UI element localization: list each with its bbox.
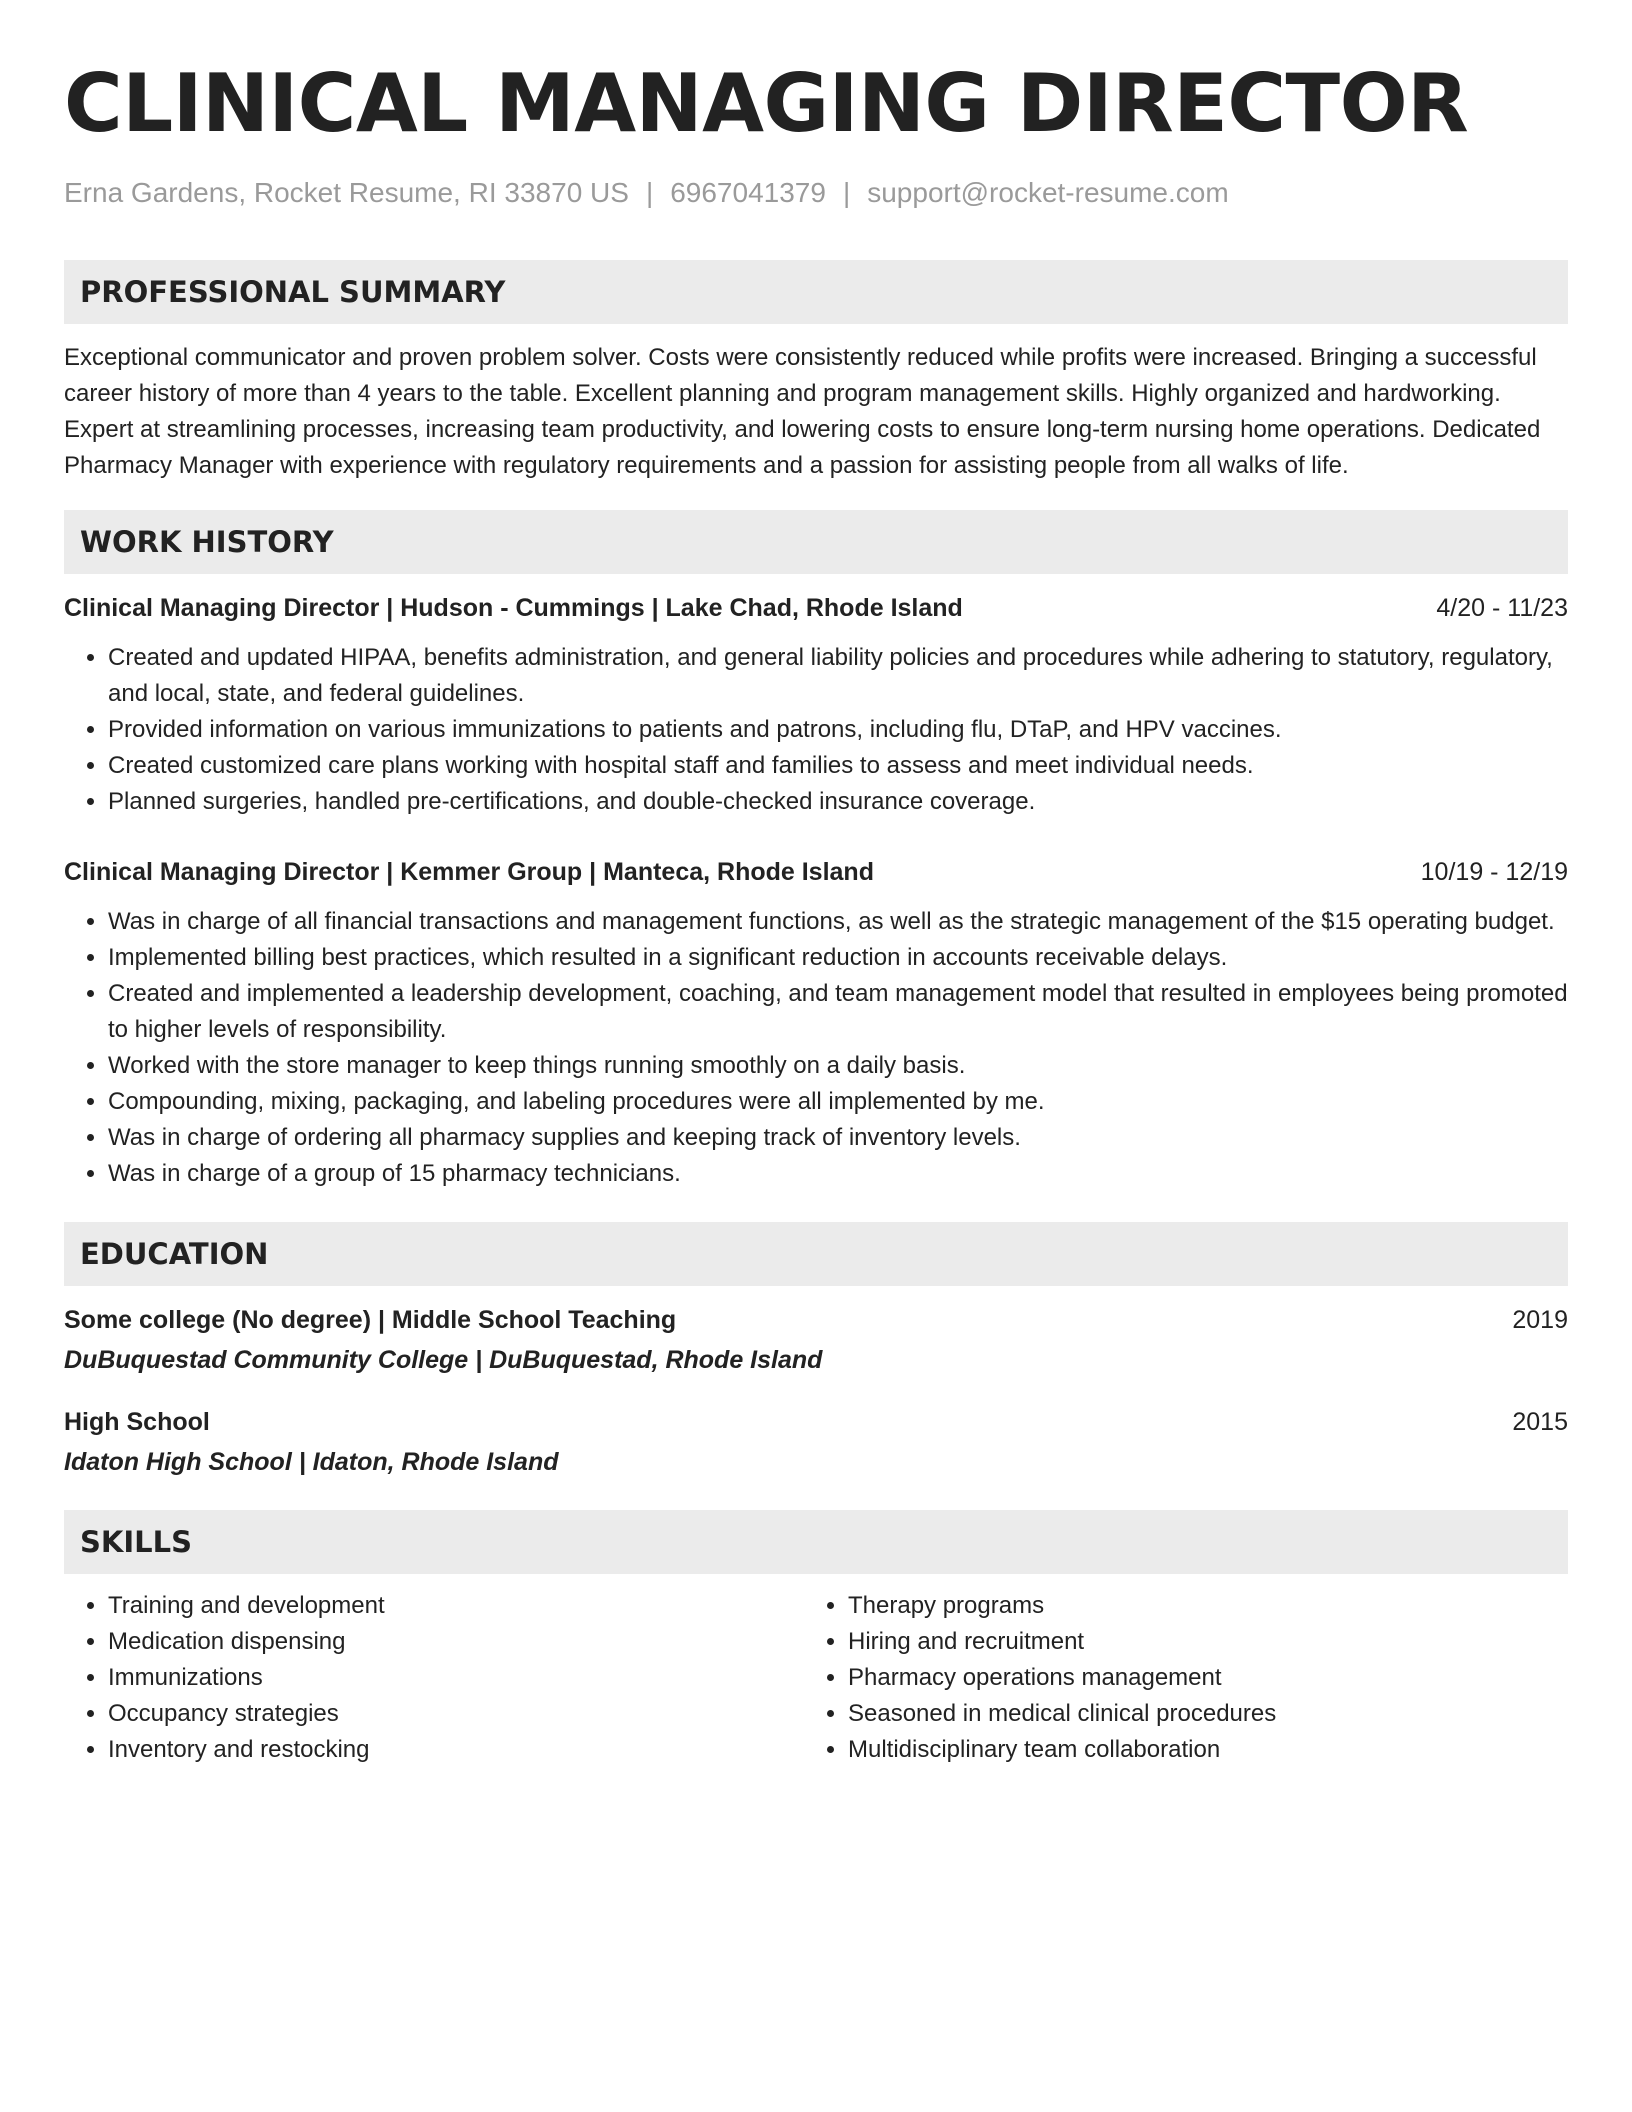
- skill-item: • Training and development: [108, 1588, 804, 1624]
- contact-separator: |: [645, 177, 654, 208]
- job-bullet: • Was in charge of all financial transactions and management functions, as well as the strategic management of the $15 operating budget.: [108, 904, 1568, 940]
- section-heading-skills: SKILLS: [64, 1510, 1568, 1574]
- job-bullet: • Created customized care plans working with hospital staff and families to assess and meet individual needs.: [108, 748, 1568, 784]
- education-year: 2019: [1512, 1306, 1568, 1334]
- job-dates: 4/20 - 11/23: [1436, 594, 1568, 622]
- job-dates: 10/19 - 12/19: [1420, 858, 1568, 886]
- job-bullet: • Planned surgeries, handled pre-certifications, and double-checked insurance coverage.: [108, 784, 1568, 820]
- contact-phone: 6967041379: [670, 177, 826, 208]
- job-bullet: • Created and updated HIPAA, benefits administration, and general liability policies and procedures while adhering to statutory, regulatory, and local, state, and federal guidelines.: [108, 640, 1568, 712]
- job-bullet: • Worked with the store manager to keep things running smoothly on a daily basis.: [108, 1048, 1568, 1084]
- resume-title: CLINICAL MANAGING DIRECTOR: [64, 57, 1469, 150]
- contact-line: [64, 176, 1568, 210]
- contact-separator: |: [842, 177, 851, 208]
- skill-item: • Multidisciplinary team collaboration: [848, 1732, 1544, 1768]
- education-entry: [64, 1404, 1568, 1480]
- job-entry: [64, 854, 1568, 1192]
- skill-item: • Immunizations: [108, 1660, 804, 1696]
- skill-item: • Inventory and restocking: [108, 1732, 804, 1768]
- skill-item: • Medication dispensing: [108, 1624, 804, 1660]
- section-heading-summary: PROFESSIONAL SUMMARY: [64, 260, 1568, 324]
- job-bullets: [64, 640, 1568, 820]
- job-bullet: • Created and implemented a leadership development, coaching, and team management model that resulted in employees being promoted to higher levels of responsibility.: [108, 976, 1568, 1048]
- skills-columns: [64, 1588, 1568, 1768]
- contact-address: Erna Gardens, Rocket Resume, RI 33870 US: [64, 177, 629, 208]
- education-school: Idaton High School | Idaton, Rhode Island: [64, 1448, 559, 1476]
- skills-list-left: [64, 1588, 804, 1768]
- education-year: 2015: [1512, 1408, 1568, 1436]
- job-title: Clinical Managing Director | Kemmer Group | Manteca, Rhode Island: [64, 858, 874, 886]
- section-heading-work-history: WORK HISTORY: [64, 510, 1568, 574]
- education-title: Some college (No degree) | Middle School Teaching: [64, 1306, 677, 1334]
- job-bullet: • Implemented billing best practices, which resulted in a significant reduction in accounts receivable delays.: [108, 940, 1568, 976]
- section-heading-education: EDUCATION: [64, 1222, 1568, 1286]
- skill-item: • Therapy programs: [848, 1588, 1544, 1624]
- education-school: DuBuquestad Community College | DuBuquestad, Rhode Island: [64, 1346, 823, 1374]
- skill-item: • Seasoned in medical clinical procedures: [848, 1696, 1544, 1732]
- education-entry: [64, 1302, 1568, 1378]
- job-title: Clinical Managing Director | Hudson - Cummings | Lake Chad, Rhode Island: [64, 594, 963, 622]
- contact-email: support@rocket-resume.com: [867, 177, 1229, 208]
- skill-item: • Occupancy strategies: [108, 1696, 804, 1732]
- job-bullet: • Was in charge of a group of 15 pharmacy technicians.: [108, 1156, 1568, 1192]
- education-title: High School: [64, 1408, 210, 1436]
- job-bullets: [64, 904, 1568, 1192]
- summary-text: Exceptional communicator and proven problem solver. Costs were consistently reduced while profits were increased. Bringing a successful career history of more than 4 years to the table. Excellent planning and program management skills. Highly organized and hardworking. Expert at streamlining processes, increasing team productivity, and lowering costs to ensure long-term nursing home operations. Dedicated Pharmacy Manager with experience with regulatory requirements and a passion for assisting people from all walks of life.: [64, 344, 1541, 479]
- job-bullet: • Was in charge of ordering all pharmacy supplies and keeping track of inventory levels.: [108, 1120, 1568, 1156]
- education-header: [64, 1404, 1568, 1440]
- job-entry: [64, 590, 1568, 820]
- education-header: [64, 1302, 1568, 1338]
- job-header: [64, 854, 1568, 890]
- job-bullet: • Provided information on various immunizations to patients and patrons, including flu, DTaP, and HPV vaccines.: [108, 712, 1568, 748]
- job-header: [64, 590, 1568, 626]
- job-bullet: • Compounding, mixing, packaging, and labeling procedures were all implemented by me.: [108, 1084, 1568, 1120]
- skill-item: • Pharmacy operations management: [848, 1660, 1544, 1696]
- skills-list-right: [804, 1588, 1544, 1768]
- skill-item: • Hiring and recruitment: [848, 1624, 1544, 1660]
